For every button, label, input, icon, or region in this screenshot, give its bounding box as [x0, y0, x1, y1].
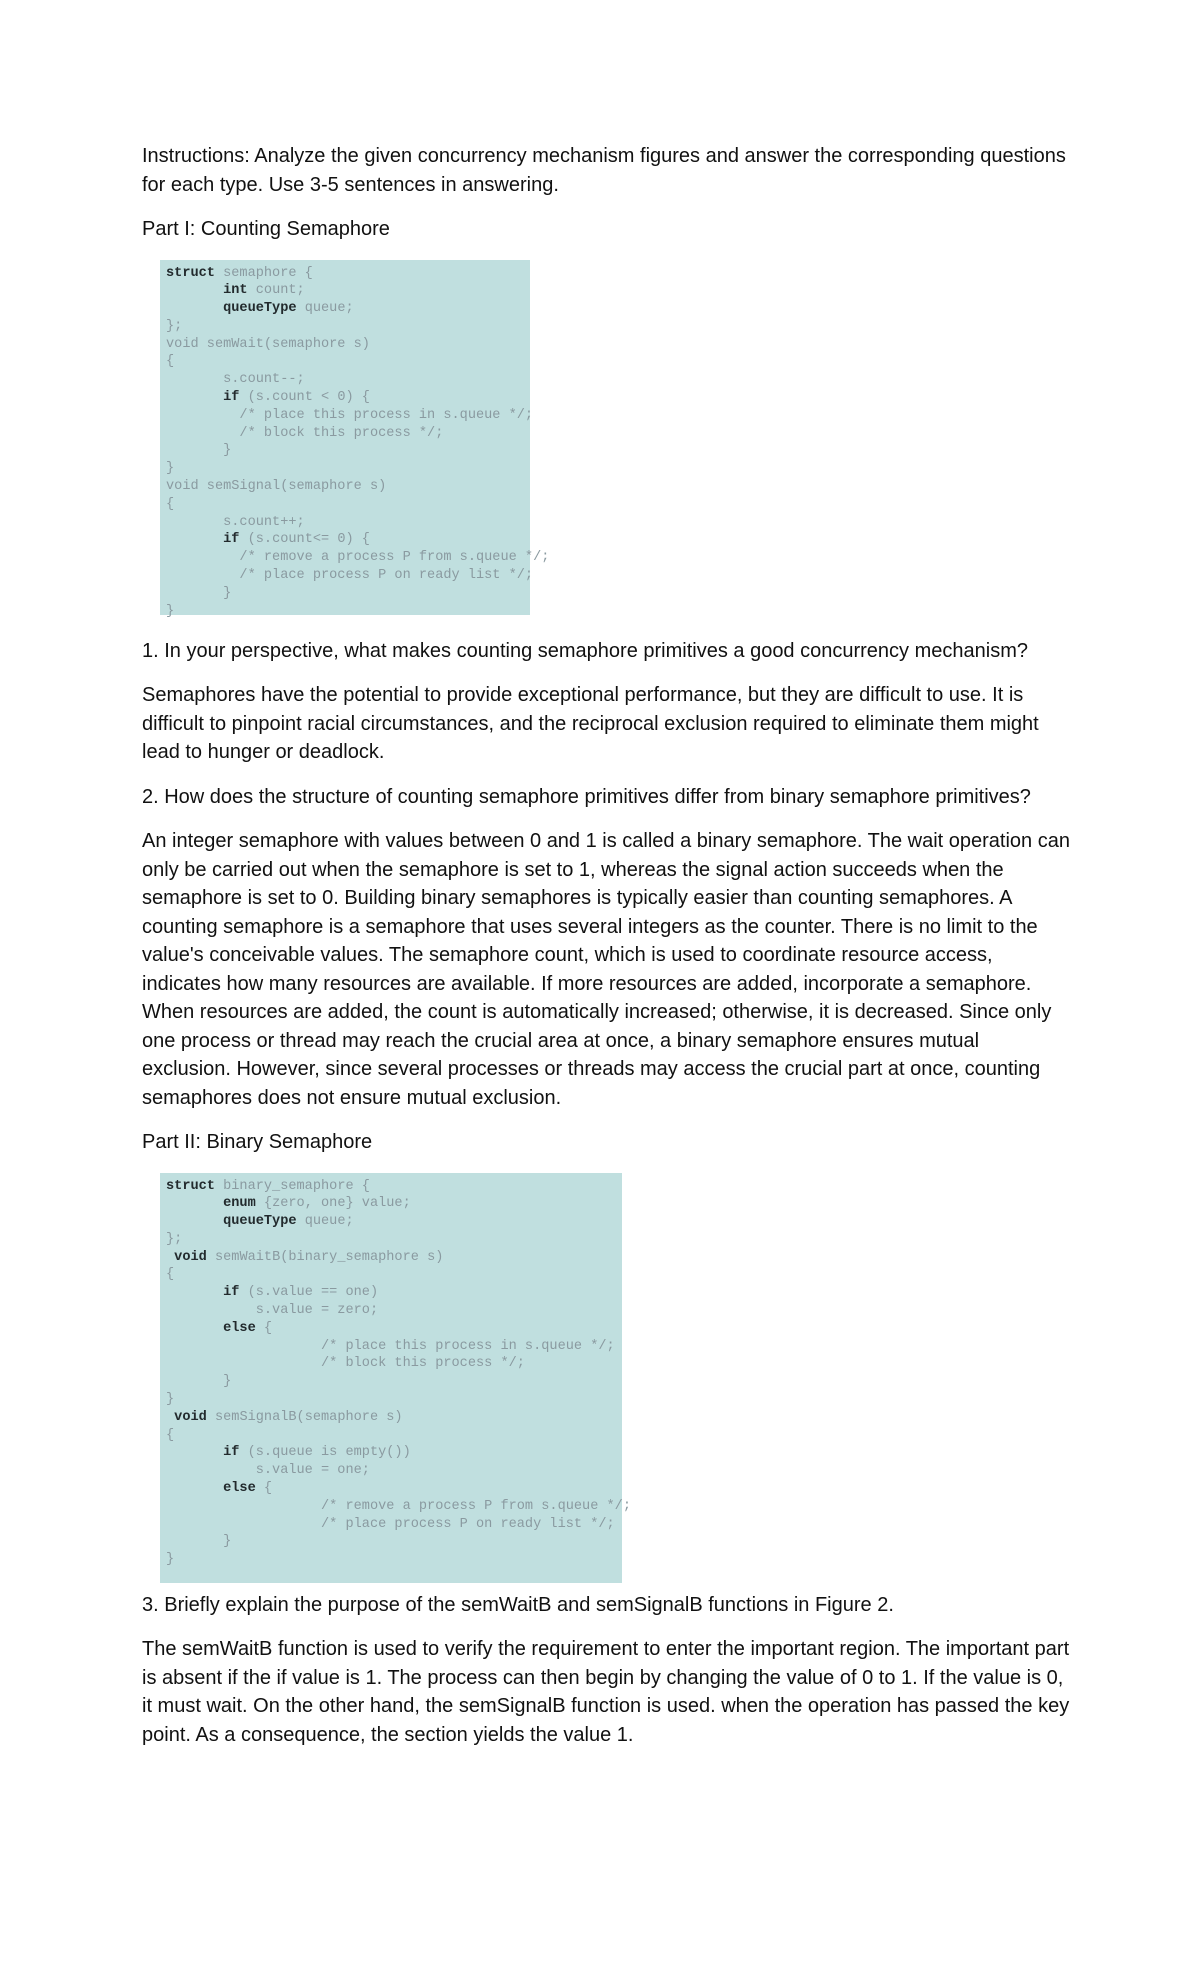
code-line: queueType queue;: [223, 301, 354, 317]
code-line: }: [166, 603, 175, 619]
code-line: else {: [223, 1320, 273, 1336]
code-line: /* place process P on ready list */;: [166, 1516, 615, 1532]
counting-semaphore-code: [160, 260, 550, 619]
part2-heading: Part II: Binary Semaphore: [142, 1131, 373, 1153]
code-line: if (s.value == one): [223, 1285, 379, 1301]
code-line: /* block this process */;: [166, 1356, 525, 1372]
question-2: 2. How does the structure of counting semaphore primitives differ from binary semaphore primitives?: [142, 785, 1031, 808]
code-line: int count;: [223, 283, 305, 299]
code-line: }: [166, 461, 175, 477]
part1-heading: Part I: Counting Semaphore: [142, 218, 390, 240]
code-line: };: [166, 1231, 183, 1247]
code-line: {: [166, 496, 175, 512]
code-line: }: [166, 443, 232, 459]
code-line: }: [166, 585, 232, 601]
code-line: if (s.count<= 0) {: [223, 532, 370, 548]
document-page: [142, 142, 1072, 1765]
answer-1: Semaphores have the potential to provide exceptional performance, but they are difficult to use. It is difficult to pinpoint racial circumstances, and the reciprocal exclusion required to eliminate them might lead to hunger or deadlock.: [142, 684, 1039, 763]
code-line: {: [166, 354, 175, 370]
code-line: }: [166, 1534, 232, 1550]
code-line: /* remove a process P from s.queue */;: [166, 1498, 631, 1514]
question-1: 1. In your perspective, what makes counting semaphore primitives a good concurrency mechanism?: [142, 639, 1028, 662]
code-line: void semWaitB(binary_semaphore s): [174, 1249, 444, 1265]
code-line: void semWait(semaphore s): [166, 336, 370, 352]
code-line: {: [166, 1267, 175, 1283]
code-line: s.value = zero;: [166, 1303, 379, 1319]
code-line: s.count++;: [166, 514, 305, 530]
code-line: /* place this process in s.queue */;: [166, 407, 534, 423]
code-line: /* remove a process P from s.queue */;: [166, 550, 550, 566]
code-line: /* place process P on ready list */;: [166, 568, 534, 584]
question-3: 3. Briefly explain the purpose of the semWaitB and semSignalB functions in Figure 2.: [142, 1593, 894, 1616]
code-line: void semSignalB(semaphore s): [174, 1409, 403, 1425]
answer-3: The semWaitB function is used to verify the requirement to enter the important region. The important part is absent if the if value is 1. The process can then begin by changing the value of 0 to 1. If the value is 0, it must wait. On the other hand, the semSignalB function is used. when the operation has passed the key point. As a consequence, the section yields the value 1.: [142, 1638, 1070, 1746]
code-line: struct semaphore {: [166, 265, 313, 281]
code-line: enum {zero, one} value;: [223, 1196, 411, 1212]
code-line: }: [166, 1374, 232, 1390]
code-line: /* place this process in s.queue */;: [166, 1338, 615, 1354]
code-line: {: [166, 1427, 175, 1443]
code-line: }: [166, 1552, 175, 1568]
code-line: s.count--;: [166, 372, 305, 388]
instructions-text: Instructions: Analyze the given concurrency mechanism figures and answer the corresponding questions for each type. Use 3-5 sentences in answering.: [142, 145, 1066, 196]
code-line: if (s.count < 0) {: [223, 390, 370, 406]
code-line: else {: [223, 1481, 273, 1497]
code-line: };: [166, 318, 183, 334]
code-line: queueType queue;: [223, 1214, 354, 1230]
code-line: if (s.queue is empty()): [223, 1445, 411, 1461]
binary-semaphore-code: [160, 1173, 631, 1583]
code-line: void semSignal(semaphore s): [166, 479, 387, 495]
answer-2: An integer semaphore with values between 0 and 1 is called a binary semaphore. The wait operation can only be carried out when the semaphore is set to 1, whereas the signal action succeeds when the semaphore is set to 0. Building binary semaphores is typically easier than counting semaphores. A counting semaphore is a semaphore that uses several integers as the counter. There is no limit to the value's conceivable values. The semaphore count, which is used to coordinate resource access, indicates how many resources are available. If more resources are added, incorporate a semaphore. When resources are added, the count is automatically increased; otherwise, it is decreased. Since only one process or thread may reach the crucial area at once, a binary semaphore ensures mutual exclusion. However, since several processes or threads may access the crucial part at once, counting semaphores does not ensure mutual exclusion.: [142, 830, 1070, 1109]
code-line: s.value = one;: [166, 1463, 370, 1479]
code-line: /* block this process */;: [166, 425, 444, 441]
code-line: }: [166, 1392, 175, 1408]
code-line: struct binary_semaphore {: [166, 1178, 370, 1194]
